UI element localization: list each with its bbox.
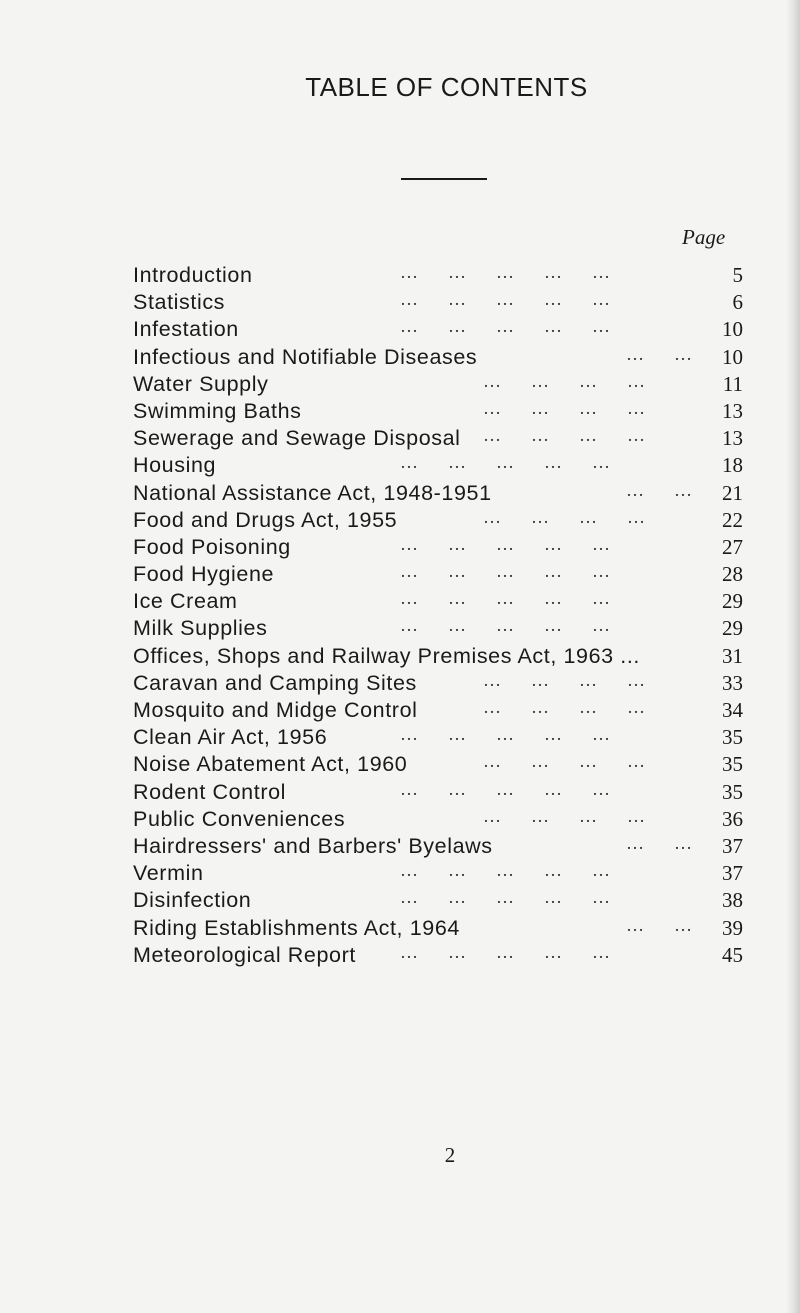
dot-leader: … … … … … (400, 262, 611, 282)
toc-entry-page: 29 (722, 616, 743, 641)
toc-entry-title: Food Hygiene (133, 562, 275, 587)
toc-entry-title: Food Poisoning (133, 534, 291, 559)
toc-entry-title: Public Conveniences (133, 806, 346, 831)
toc-entry-page: 22 (722, 507, 743, 532)
toc-entry (133, 942, 743, 969)
toc-entry-page: 13 (722, 426, 743, 451)
dot-leader: … … … … (483, 669, 646, 690)
toc-entry-page: 5 (732, 263, 743, 287)
page-column-heading: Page (682, 225, 726, 249)
dot-leader: … … … … (483, 397, 646, 418)
toc-entry (133, 561, 743, 588)
toc-entry-title: Rodent Control (133, 779, 287, 804)
toc-entry (133, 588, 743, 615)
dot-leader: … … … … (483, 425, 646, 446)
toc-entry-page: 39 (722, 915, 743, 940)
toc-entry-title: Caravan and Camping Sites (133, 670, 417, 695)
toc-entry (133, 915, 743, 942)
dot-leader: … … (626, 832, 693, 853)
toc-entry-title: Mosquito and Midge Control (133, 698, 418, 722)
toc-entry-page: 37 (722, 861, 743, 886)
toc-entry-title: Meteorological Report (133, 942, 356, 967)
toc-entry-page: 29 (722, 589, 743, 614)
toc-entry-title: Water Supply (133, 371, 269, 396)
dot-leader: … … (626, 479, 693, 500)
dot-leader: … … … … … (400, 452, 611, 473)
page-number: 2 (444, 1143, 456, 1167)
toc-entry-page: 28 (722, 562, 743, 587)
dot-leader: … … … … … (400, 588, 611, 609)
toc-entry-title: Milk Supplies (133, 616, 268, 641)
toc-entry-title: Ice Cream (133, 589, 238, 614)
toc-entry-page: 18 (722, 453, 743, 478)
dot-leader: … … … … … (400, 289, 611, 310)
toc-entry (133, 887, 743, 914)
toc-entry-page: 11 (722, 371, 743, 396)
toc-entry (133, 480, 743, 507)
toc-entry-title: Offices, Shops and Railway Premises Act, 1963 ... (133, 643, 641, 668)
toc-entry (133, 615, 743, 642)
toc-entry (133, 860, 743, 887)
toc-entry (133, 316, 743, 343)
dot-leader: … … … … … (400, 887, 611, 908)
dot-leader: … … … … … (400, 860, 611, 881)
toc-entry (133, 643, 743, 670)
toc-entry-title: Sewerage and Sewage Disposal (133, 426, 461, 451)
dot-leader: … … (626, 343, 693, 364)
toc-entry-title: Disinfection (133, 888, 252, 913)
toc-entry-page: 31 (722, 643, 743, 668)
toc-entry-page: 33 (722, 670, 743, 695)
toc-entry-title: Statistics (133, 290, 226, 315)
toc-entry (133, 670, 743, 697)
toc-entry (133, 344, 743, 371)
toc-entry (133, 371, 743, 398)
toc-entry-title: Noise Abatement Act, 1960 (133, 752, 408, 777)
dot-leader: … … … … … (400, 316, 611, 337)
page-edge-shadow (786, 0, 800, 1313)
toc-entry (133, 452, 743, 479)
toc-entry (133, 507, 743, 534)
toc-entry-page: 35 (722, 779, 743, 804)
toc-entry-page: 21 (722, 480, 743, 505)
toc-entry-page: 38 (722, 888, 743, 913)
toc-entry-page: 6 (732, 290, 743, 315)
toc-entry (133, 289, 743, 316)
toc-entry-page: 36 (722, 806, 743, 831)
dot-leader: … … (626, 914, 693, 935)
toc-entry-page: 37 (722, 833, 743, 858)
toc-entry (133, 751, 743, 778)
toc-entry (133, 833, 743, 860)
dot-leader: … … … … … (400, 941, 611, 962)
toc-entry-page: 13 (722, 398, 743, 423)
toc-entry-page: 45 (722, 942, 743, 967)
toc-entry-page: 34 (722, 698, 743, 722)
toc-entry-page: 10 (722, 317, 743, 342)
toc-entry-title: Housing (133, 453, 217, 478)
dot-leader: … … … … … (400, 615, 611, 636)
page-title: TABLE OF CONTENTS (305, 72, 588, 102)
dot-leader: … … … … (483, 506, 646, 527)
toc-entry-page: 27 (722, 534, 743, 559)
toc-entry (133, 697, 743, 724)
dot-leader: … … … … (483, 697, 646, 717)
toc-entry-title: Hairdressers' and Barbers' Byelaws (133, 833, 493, 858)
dot-leader: … … … … … (400, 533, 611, 554)
toc-entry-page: 35 (722, 752, 743, 777)
dot-leader: … … … … … (400, 724, 611, 745)
toc-entry (133, 398, 743, 425)
dot-leader: … … … … (483, 751, 646, 772)
contents-list (133, 262, 743, 969)
toc-entry-title: Infestation (133, 317, 239, 342)
toc-entry-title: Riding Establishments Act, 1964 (133, 915, 460, 940)
toc-entry-title: Introduction (133, 263, 253, 287)
toc-entry-title: Vermin (133, 861, 204, 886)
toc-entry-title: Infectious and Notifiable Diseases (133, 344, 478, 369)
title-rule (401, 178, 487, 180)
toc-entry-page: 35 (722, 725, 743, 750)
toc-entry-title: Clean Air Act, 1956 (133, 725, 328, 750)
toc-entry (133, 534, 743, 561)
dot-leader: … … … … (483, 805, 646, 826)
dot-leader: … … … … (483, 370, 646, 391)
dot-leader: … … … … … (400, 561, 611, 582)
toc-entry (133, 425, 743, 452)
toc-entry (133, 806, 743, 833)
dot-leader: … … … … … (400, 778, 611, 799)
toc-entry-title: National Assistance Act, 1948-1951 (133, 480, 492, 505)
toc-entry-page: 10 (722, 344, 743, 369)
toc-entry-title: Food and Drugs Act, 1955 (133, 507, 398, 532)
toc-entry (133, 779, 743, 806)
toc-entry-title: Swimming Baths (133, 398, 302, 423)
toc-entry (133, 262, 743, 289)
toc-entry (133, 724, 743, 751)
